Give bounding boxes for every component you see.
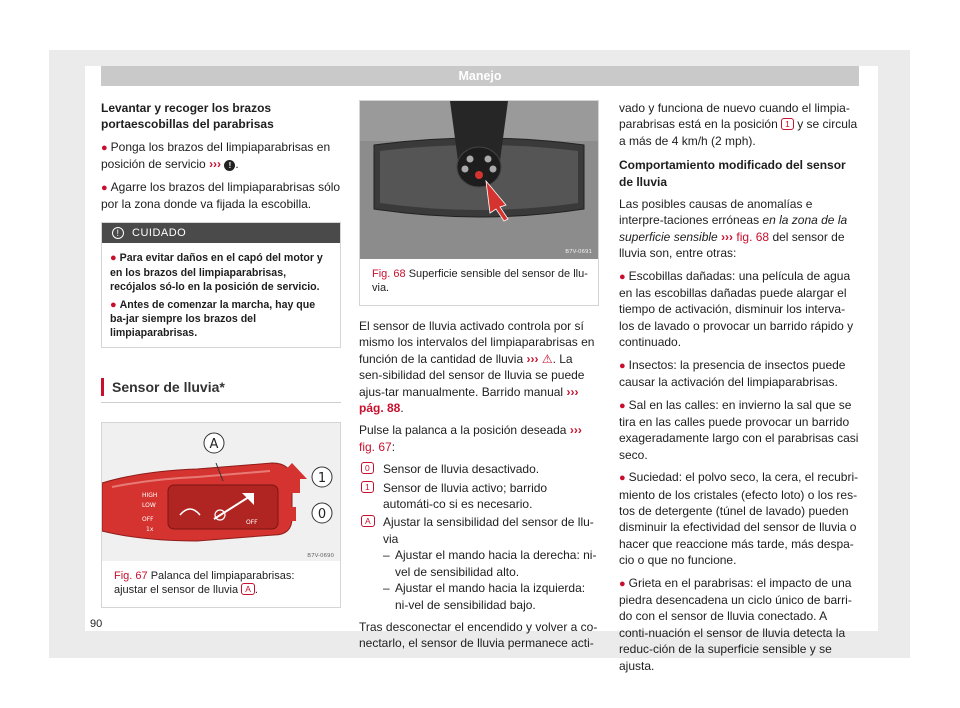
bullet-icon: ● xyxy=(101,141,108,154)
figure-caption: Fig. 68 Superficie sensible del sensor de llu-via. xyxy=(372,268,588,294)
figure-67 xyxy=(101,422,341,608)
reference-arrows: ››› xyxy=(209,157,222,172)
page-reference-link[interactable]: pág. 88 xyxy=(359,401,401,416)
caution-title: CUIDADO xyxy=(132,227,187,240)
lever-label-1x: 1x xyxy=(146,525,154,533)
paragraph: Las posibles causas de anomalías e interpre-taciones erróneas en la zona de la superficie sensible ››› fig. 68 del sensor de lluvia son, entre otras: xyxy=(619,197,848,261)
marker-A: A xyxy=(209,436,219,452)
bullet-item: ● Ponga los brazos del limpiaparabrisas en posición de servicio ››› ! . xyxy=(101,139,331,172)
lever-label-off: OFF xyxy=(142,515,154,523)
caution-box xyxy=(101,222,341,347)
key-badge: 1 xyxy=(781,118,794,130)
list-item: 0 Sensor de lluvia desactivado. xyxy=(359,461,599,477)
paragraph: Tras desconectar el encendido y volver a co-nectarlo, el sensor de lluvia permanece acti- xyxy=(359,619,598,651)
reference-arrows: ››› xyxy=(721,229,734,244)
lever-label-low: LOW xyxy=(142,501,156,509)
bullet-icon: ● xyxy=(619,399,626,412)
bullet-icon: ● xyxy=(101,181,108,194)
column-middle xyxy=(359,100,599,658)
marker-0: 0 xyxy=(317,506,327,522)
rain-sensor-illustration xyxy=(360,101,598,259)
bullet-item: ● Insectos: la presencia de insectos puede causar la activación del limpiaparabrisas. xyxy=(619,357,846,390)
key-badge: 0 xyxy=(361,462,374,474)
figure-label: Fig. 67 xyxy=(114,569,148,582)
bullet-icon: ● xyxy=(110,252,117,265)
list-item: 1 Sensor de lluvia activo; barrido automáti-co si es necesario. xyxy=(359,480,599,513)
figure-reference-link[interactable]: fig. 67 xyxy=(359,439,392,454)
list-item: A Ajustar la sensibilidad del sensor de llu-via xyxy=(359,514,599,547)
bullet-icon: ● xyxy=(619,270,626,283)
page-header: Manejo xyxy=(101,66,859,86)
bullet-item: ● Suciedad: el polvo seco, la cera, el recubri-miento de los cristales (efecto loto) o los res-tos de detergente (túnel de lavado) pueden disminuir la efectividad del sensor de lluvia o hacer que reaccione más tarde, más despa-cio o que no funcione. xyxy=(619,470,859,568)
reference-arrows: ››› xyxy=(569,423,582,438)
paragraph: vado y funciona de nuevo cuando el limpia-parabrisas está en la posición 1 y se circula a más de 4 km/h (2 mph). xyxy=(619,101,858,148)
figure-caption: Fig. 67 Palanca del limpiaparabrisas: ajustar el sensor de lluvia A . xyxy=(114,569,295,596)
bullet-item: ● Agarre los brazos del limpiaparabrisas sólo por la zona donde va fijada la escobilla. xyxy=(101,179,341,212)
sub-list-item: – Ajustar el mando hacia la izquierda: ni-vel de sensibilidad bajo. xyxy=(383,581,586,612)
bullet-item: ● Grieta en el parabrisas: el impacto de una piedra desencadena un ciclo único de barri-do con el sensor de lluvia conectado. A conti-nuación el sensor de lluvia detecta la reduc-ción de la superficie sensible y se ajusta. xyxy=(619,575,852,673)
bullet-item: ● Escobillas dañadas: una película de agua en las escobillas dañadas puede alargar el tiempo de activación, disminuir los interva-los de lavado o provocar un barrido rápido y continuado. xyxy=(619,268,854,350)
bullet-icon: ● xyxy=(619,359,626,372)
caution-item: ● Para evitar daños en el capó del motor y en los brazos del limpiaparabrisas, recójalos só-lo en la posición de servicio. xyxy=(110,252,323,294)
figure-code: B7V-0690 xyxy=(307,552,334,559)
paragraph: Pulse la palanca a la posición deseada ››› fig. 67: xyxy=(359,423,582,454)
caution-body xyxy=(102,243,340,346)
section-title: Sensor de lluvia* xyxy=(101,378,341,403)
caution-item: ● Antes de comenzar la marcha, hay que ba-jar siempre los brazos del limpiaparabrisas. xyxy=(110,298,316,340)
page-number: 90 xyxy=(90,618,103,630)
bullet-icon: ● xyxy=(619,577,626,590)
key-badge: A xyxy=(361,515,375,527)
wiper-lever-illustration xyxy=(102,423,340,561)
warning-triangle-icon[interactable]: ⚠ xyxy=(541,351,553,366)
bullet-item: ● Sal en las calles: en invierno la sal que se tira en las calles puede provocar un barrido exageradamente largo con el parabrisas casi seco. xyxy=(619,397,859,462)
section-marker xyxy=(101,378,104,396)
key-badge: A xyxy=(241,583,255,595)
section-heading: Levantar y recoger los brazos portaescobillas del parabrisas xyxy=(101,101,274,132)
key-badge: 1 xyxy=(361,481,374,493)
reference-arrows: ››› xyxy=(566,384,579,399)
bullet-icon: ● xyxy=(110,298,117,311)
figure-reference-link[interactable]: fig. 68 xyxy=(736,229,770,244)
figure-label: Fig. 68 xyxy=(372,268,406,280)
caution-header xyxy=(102,223,340,243)
reference-arrows: ››› xyxy=(526,351,539,366)
bullet-icon: ● xyxy=(619,472,626,485)
lever-label-off2: OFF xyxy=(246,518,258,526)
paragraph: El sensor de lluvia activado controla por sí mismo los intervalos del limpiaparabrisas en función de la cantidad de lluvia ››› ⚠. La sen-sibilidad del sensor de lluvia se puede ajus-tar manualmente. Barrido manual ››› pág. 88. xyxy=(359,319,595,416)
column-right xyxy=(619,100,859,680)
column-left xyxy=(101,100,341,608)
section-heading: Comportamiento modificado del sensor de lluvia xyxy=(619,158,846,189)
sub-list-item: – Ajustar el mando hacia la derecha: ni-vel de sensibilidad alto. xyxy=(383,548,597,579)
figure-68 xyxy=(359,100,599,306)
warning-ref-icon[interactable]: ! xyxy=(224,160,235,171)
figure-code: B7V-0691 xyxy=(565,249,592,255)
marker-1: 1 xyxy=(317,470,327,486)
lever-label-high: HIGH xyxy=(142,491,158,499)
caution-icon: ! xyxy=(112,227,124,239)
